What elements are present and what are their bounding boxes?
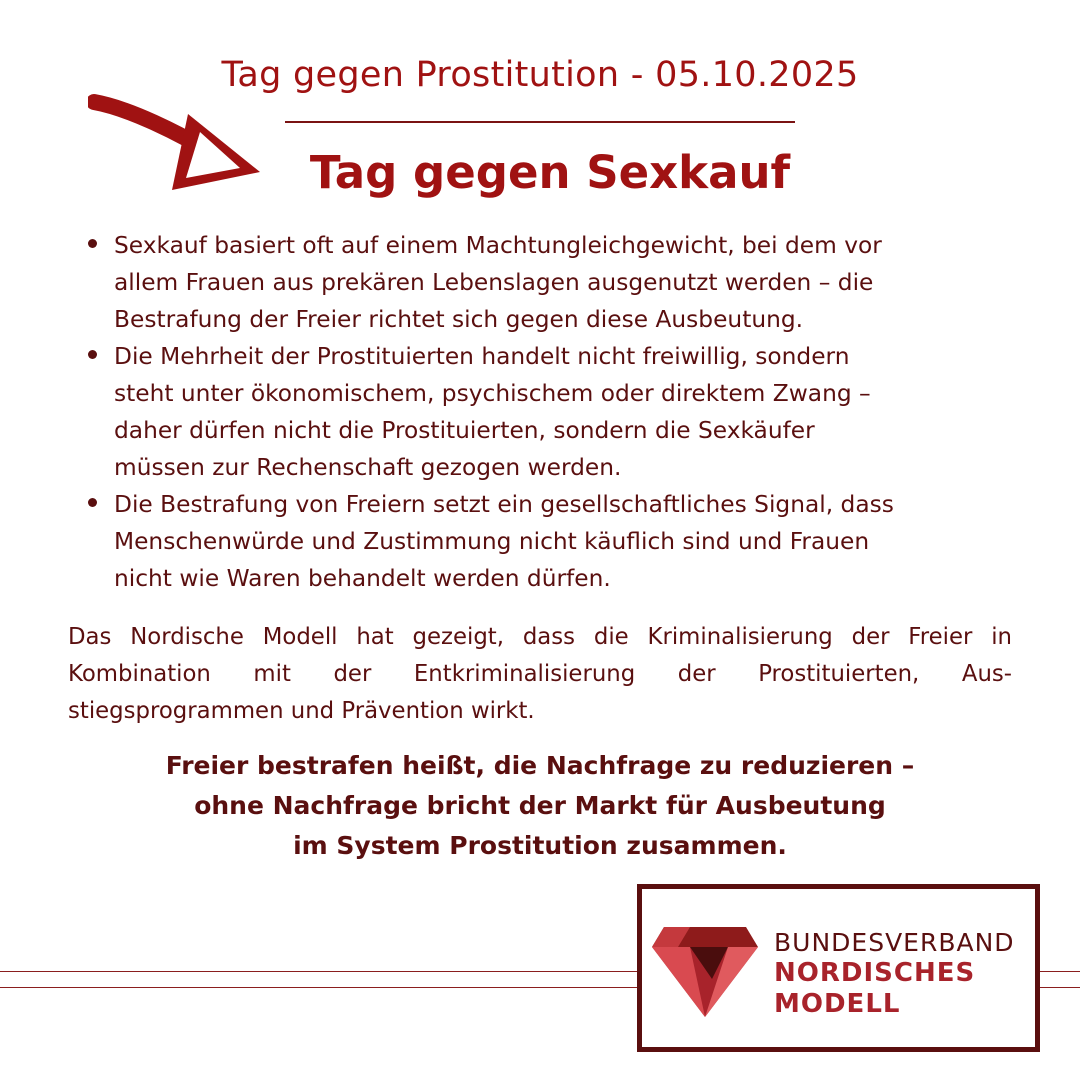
bullet-line: daher dürfen nicht die Prostituierten, sondern die Sexkäufer xyxy=(114,417,815,444)
body-paragraph: Das Nordische Modell hat gezeigt, dass die Kriminalisierung der Freier in Kombination mit der Entkriminalisierung der Prostituierten, Aus-stiegsprogrammen und Prävention wirkt. xyxy=(68,624,1012,724)
bullet-line: steht unter ökonomischem, psychischem oder direktem Zwang – xyxy=(114,380,871,407)
call-line: ohne Nachfrage bricht der Markt für Ausbeutung xyxy=(194,791,886,820)
logo-line: MODELL xyxy=(774,989,901,1019)
bullet-line: Bestrafung der Freier richtet sich gegen diese Ausbeutung. xyxy=(114,306,804,333)
logo-wordmark xyxy=(774,927,1015,1020)
bullet-icon xyxy=(88,498,97,507)
page-subtitle: Tag gegen Prostitution - 05.10.2025 xyxy=(221,55,859,95)
call-line: im System Prostitution zusammen. xyxy=(293,831,787,860)
logo-box xyxy=(637,884,1040,1052)
bullet-line: Die Bestrafung von Freiern setzt ein gesellschaftliches Signal, dass xyxy=(114,491,894,518)
title-divider xyxy=(285,121,795,123)
call-line: Freier bestrafen heißt, die Nachfrage zu reduzieren – xyxy=(165,751,915,780)
page-title: Tag gegen Sexkauf xyxy=(309,146,791,199)
bullet-line: nicht wie Waren behandelt werden dürfen. xyxy=(114,565,611,592)
bullet-line: Sexkauf basiert oft auf einem Machtungleichgewicht, bei dem vor xyxy=(114,232,882,259)
logo-line: NORDISCHES xyxy=(774,958,976,988)
bullet-list xyxy=(88,227,1008,597)
bullet-item xyxy=(88,227,1008,338)
logo-gem-icon xyxy=(650,921,760,1021)
bullet-line: allem Frauen aus prekären Lebenslagen ausgenutzt werden – die xyxy=(114,269,874,296)
call-to-action xyxy=(40,746,1040,866)
bullet-line: Menschenwürde und Zustimmung nicht käuflich sind und Frauen xyxy=(114,528,870,555)
bullet-item xyxy=(88,338,1008,486)
bullet-icon xyxy=(88,350,97,359)
arrow-icon xyxy=(88,92,273,202)
bullet-line: Die Mehrheit der Prostituierten handelt nicht freiwillig, sondern xyxy=(114,343,850,370)
bullet-line: müssen zur Rechenschaft gezogen werden. xyxy=(114,454,622,481)
bullet-icon xyxy=(88,239,97,248)
logo-line: BUNDESVERBAND xyxy=(774,928,1015,957)
bullet-item xyxy=(88,486,1008,597)
